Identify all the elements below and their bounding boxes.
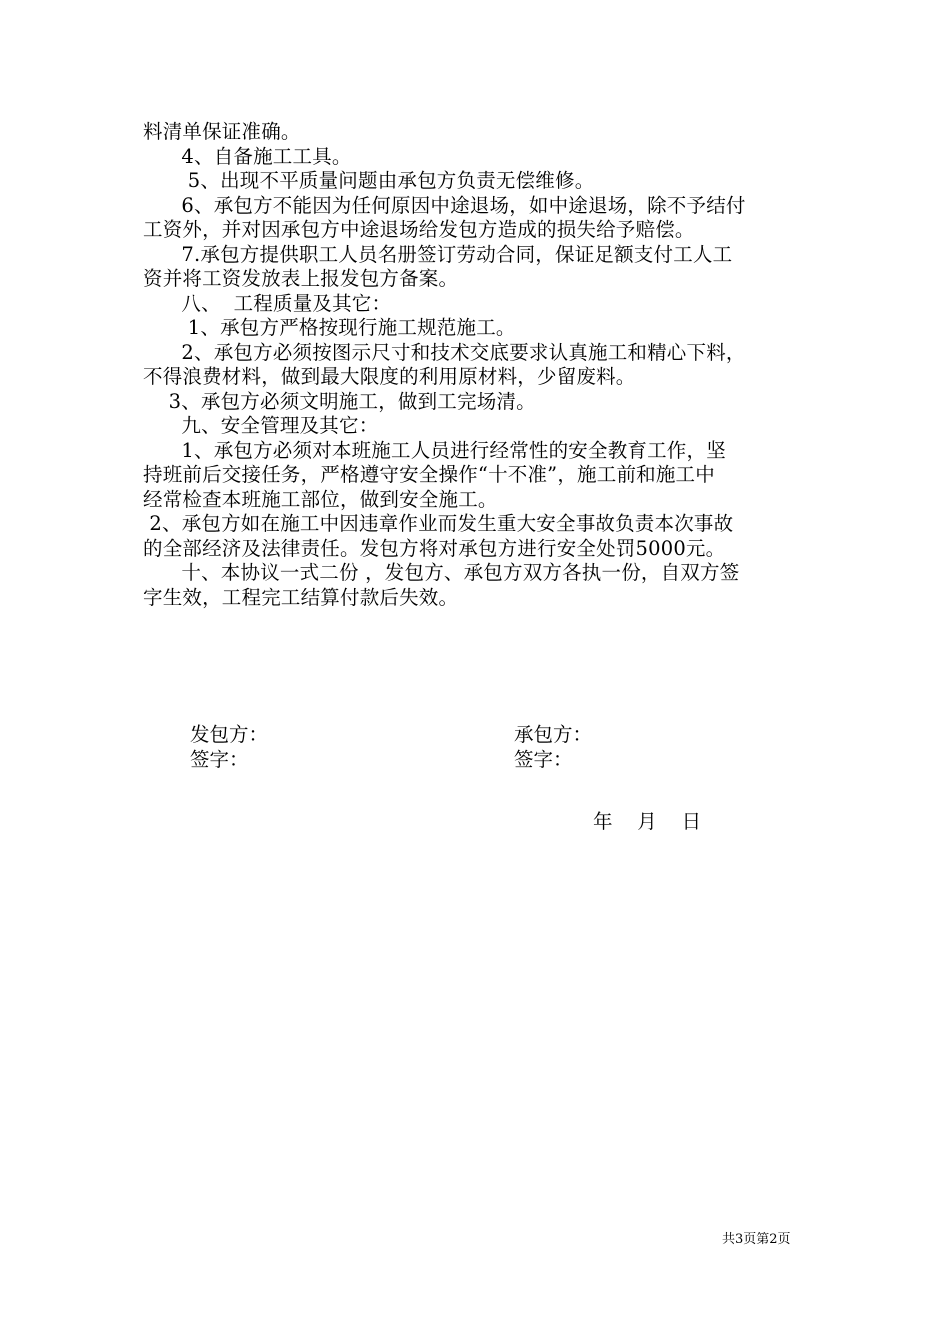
party-a-signature-block bbox=[190, 723, 268, 772]
body-line: 工资外，并对因承包方中途退场给发包方造成的损失给予赔偿。 bbox=[143, 218, 695, 241]
party-b-sign-label: 签字： bbox=[514, 747, 573, 771]
party-b-signature-block bbox=[514, 723, 592, 772]
body-line: 4、自备施工工具。 bbox=[143, 144, 352, 168]
body-line: 字生效，工程完工结算付款后失效。 bbox=[143, 585, 459, 609]
page-number-footer: 共3页第2页 bbox=[722, 1232, 791, 1247]
body-line: 3、承包方必须文明施工，做到工完场清。 bbox=[143, 389, 536, 413]
party-a-sign-label: 签字： bbox=[190, 747, 249, 771]
party-a-label: 发包方： bbox=[190, 723, 269, 746]
body-line: 资并将工资发放表上报发包方备案。 bbox=[143, 267, 459, 290]
body-line: 2、承包方必须按图示尺寸和技术交底要求认真施工和精心下料， bbox=[143, 340, 746, 364]
body-line: 料清单保证准确。 bbox=[143, 120, 301, 143]
body-line: 6、承包方不能因为任何原因中途退场，如中途退场，除不予结付 bbox=[143, 193, 746, 217]
agreement-body bbox=[143, 120, 823, 610]
body-line: 7.承包方提供职工人员名册签订劳动合同，保证足额支付工人工 bbox=[143, 242, 733, 266]
section-heading: 九、安全管理及其它： bbox=[143, 414, 379, 437]
body-line: 5、出现不平质量问题由承包方负责无偿维修。 bbox=[143, 169, 595, 192]
date-line: 年 月 日 bbox=[593, 810, 702, 833]
section-heading: 八、 工程质量及其它： bbox=[143, 291, 392, 315]
body-line: 1、承包方严格按现行施工规范施工。 bbox=[143, 316, 516, 339]
body-line: 的全部经济及法律责任。发包方将对承包方进行安全处罚5000元。 bbox=[143, 536, 726, 560]
body-line: 经常检查本班施工部位，做到安全施工。 bbox=[143, 487, 498, 511]
section-heading: 十、本协议一式二份 ，发包方、承包方双方各执一份，自双方签 bbox=[143, 561, 740, 584]
body-line: 持班前后交接任务，严格遵守安全操作“十不准”，施工前和施工中 bbox=[143, 463, 715, 486]
body-line: 2、承包方如在施工中因违章作业而发生重大安全事故负责本次事故 bbox=[143, 512, 734, 535]
party-b-label: 承包方： bbox=[514, 723, 593, 746]
body-line: 不得浪费材料，做到最大限度的利用原材料，少留废料。 bbox=[143, 365, 636, 388]
body-line: 1、承包方必须对本班施工人员进行经常性的安全教育工作，坚 bbox=[143, 438, 726, 462]
